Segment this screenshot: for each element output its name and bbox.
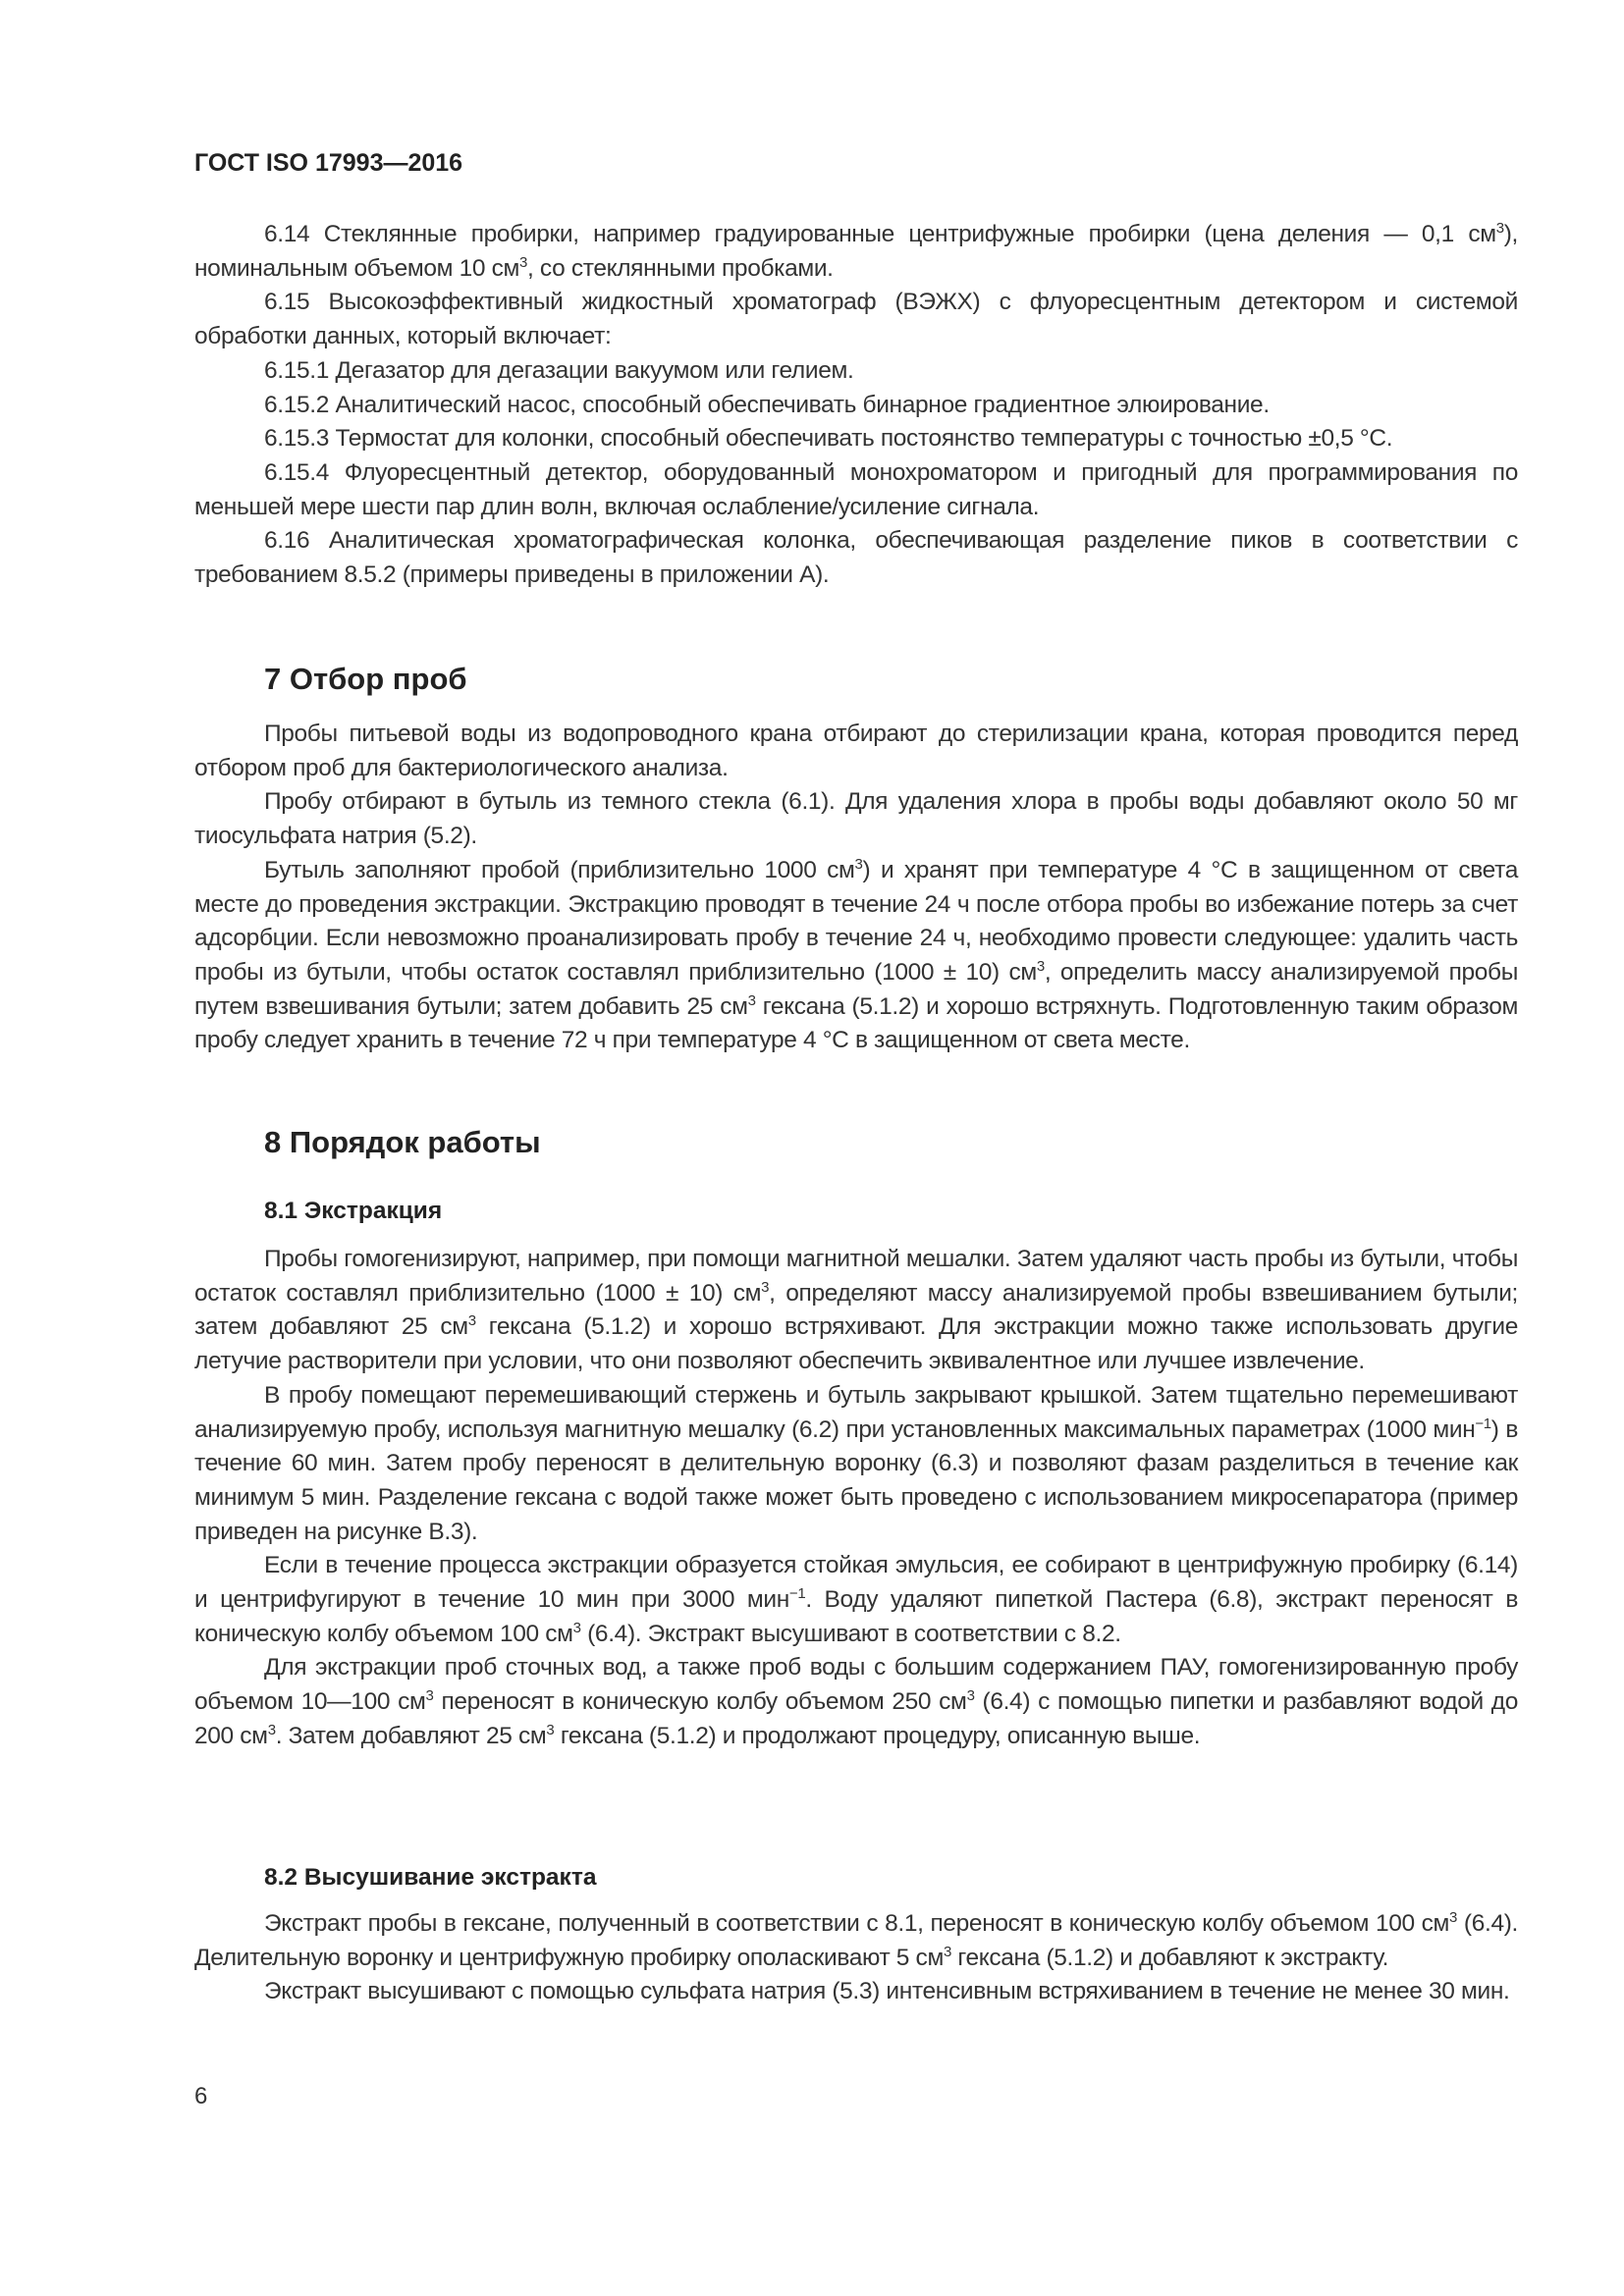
- superscript: 3: [519, 253, 527, 271]
- paragraph-text: Пробы питьевой воды из водопроводного крана отбирают до стерилизации крана, которая проводится перед отбором проб для бактериологического анализа.: [194, 721, 1518, 781]
- section-8-1-heading: 8.1 Экстракция: [264, 1198, 443, 1224]
- superscript: 3: [1495, 219, 1504, 237]
- paragraph-text: 6.15 Высокоэффективный жидкостный хроматограф (ВЭЖХ) с флуоресцентным детектором и системой обработки данных, который включает:: [194, 289, 1518, 350]
- superscript: 3: [747, 991, 756, 1009]
- paragraph-text: Для экстракции проб сточных вод, а также проб воды с большим содержанием ПАУ, гомогенизированную пробу объемом 10—100 см: [194, 1654, 1518, 1716]
- paragraph-text: гексана (5.1.2) и хорошо встряхнуть. Подготовленную таким образом пробу следует хранить в течение 72 ч при температуре 4 °С в защищенном от света месте.: [194, 992, 1518, 1054]
- paragraph-text: гексана (5.1.2) и добавляют к экстракту.: [950, 1944, 1389, 1971]
- paragraph-text: . Воду удаляют пипеткой Пастера (6.8), экстракт переносят в коническую колбу объемом 100 см: [194, 1586, 1518, 1647]
- paragraph-text: 6.15.1 Дегазатор для дегазации вакуумом или гелием.: [264, 356, 854, 384]
- paragraph-text: (6.4). Экстракт высушивают в соответствии с 8.2.: [580, 1620, 1121, 1647]
- paragraph: [194, 1549, 1518, 1651]
- paragraph: [194, 854, 1518, 1058]
- paragraph-text: переносят в коническую колбу объемом 250 см: [433, 1688, 967, 1716]
- paragraph: [194, 718, 1518, 785]
- paragraph-text: Экстракт пробы в гексане, полученный в соответствии с 8.1, переносят в коническую колбу объемом 100 см: [264, 1910, 1450, 1937]
- section-7-heading: 7 Отбор проб: [264, 662, 467, 696]
- paragraph-text: Экстракт высушивают с помощью сульфата натрия (5.3) интенсивным встряхиванием в течение не менее 30 мин.: [264, 1978, 1510, 2005]
- superscript: 3: [761, 1278, 770, 1296]
- paragraph-text: Пробу отбирают в бутыль из темного стекла (6.1). Для удаления хлора в пробы воды добавляют около 50 мг тиосульфата натрия (5.2).: [194, 788, 1518, 850]
- paragraph-text: 6.15.2 Аналитический насос, способный обеспечивать бинарное градиентное элюирование.: [264, 391, 1270, 418]
- paragraph: [194, 354, 1518, 389]
- superscript: 3: [1036, 957, 1045, 975]
- superscript: 3: [943, 1943, 951, 1960]
- section-8-1-body: [194, 1243, 1518, 1754]
- superscript: 3: [467, 1312, 476, 1330]
- superscript: −1: [788, 1584, 806, 1602]
- superscript: 3: [1449, 1908, 1458, 1926]
- paragraph-text: 6.15.4 Флуоресцентный детектор, оборудованный монохроматором и пригодный для программирования по меньшей мере шести пар длин волн, включая ослабление/усиление сигнала.: [194, 458, 1518, 520]
- paragraph: [194, 1651, 1518, 1753]
- page-number: 6: [194, 2083, 208, 2109]
- paragraph: [194, 456, 1518, 524]
- paragraph: [194, 1243, 1518, 1379]
- paragraph-text: 6.14 Стеклянные пробирки, например градуированные центрифужные пробирки (цена деления — 0,1 см: [264, 221, 1496, 247]
- section-6-body: [194, 218, 1518, 593]
- paragraph-text: Бутыль заполняют пробой (приблизительно 1000 см: [264, 856, 855, 883]
- superscript: 3: [572, 1619, 581, 1636]
- paragraph-text: , со стеклянными пробками.: [527, 254, 834, 282]
- superscript: 3: [854, 855, 863, 873]
- superscript: −1: [1475, 1415, 1491, 1432]
- paragraph-text: ), номинальным объемом 10 см: [194, 221, 1518, 282]
- paragraph: [194, 1975, 1518, 2009]
- paragraph: [194, 218, 1518, 286]
- superscript: 3: [267, 1721, 276, 1738]
- superscript: 3: [425, 1686, 434, 1704]
- paragraph-text: Пробы гомогенизируют, например, при помощи магнитной мешалки. Затем удаляют часть пробы из бутыли, чтобы остаток составлял приблизительно (1000 ± 10) см: [194, 1246, 1518, 1307]
- paragraph-text: В пробу помещают перемешивающий стержень и бутыль закрывают крышкой. Затем тщательно перемешивают анализируемую пробу, используя магнитную мешалку (6.2) при установленных максимальных параметрах (1000 мин: [194, 1381, 1518, 1443]
- document-header: ГОСТ ISO 17993—2016: [194, 149, 463, 177]
- section-8-2-body: [194, 1907, 1518, 2009]
- paragraph-text: ) в течение 60 мин. Затем пробу переносят в делительную воронку (6.3) и позволяют фазам разделиться в течение как минимум 5 мин. Разделение гексана с водой также может быть проведено с использованием микросепаратора (пример приведен на рисунке В.3).: [194, 1415, 1519, 1545]
- paragraph: [194, 389, 1518, 423]
- paragraph-text: ) и хранят при температуре 4 °С в защищенном от света месте до проведения экстракции. Экстракцию проводят в течение 24 ч после отбора пробы во избежание потерь за счет адсорбции. Если невозможно проанализировать пробу в течение 24 ч, необходимо провести следующее: удалить часть пробы из бутыли, чтобы остаток составлял приблизительно (1000 ± 10) см: [194, 856, 1518, 986]
- paragraph-text: гексана (5.1.2) и хорошо встряхивают. Для экстракции можно также использовать другие летучие растворители при условии, что они позволяют обеспечить эквивалентное или лучшее извлечение.: [194, 1313, 1518, 1375]
- paragraph: [194, 1379, 1518, 1550]
- paragraph-text: Если в течение процесса экстракции образуется стойкая эмульсия, ее собирают в центрифужную пробирку (6.14) и центрифугируют в течение 10 мин при 3000 мин: [194, 1552, 1518, 1614]
- section-7-body: [194, 718, 1518, 1058]
- section-8-2-heading: 8.2 Высушивание экстракта: [264, 1864, 597, 1891]
- paragraph: [194, 1907, 1518, 1975]
- paragraph: [194, 286, 1518, 353]
- paragraph-text: 6.16 Аналитическая хроматографическая колонка, обеспечивающая разделение пиков в соответствии с требованием 8.5.2 (примеры приведены в приложении А).: [194, 527, 1518, 589]
- paragraph: [194, 422, 1518, 456]
- paragraph: [194, 785, 1518, 853]
- paragraph-text: 6.15.3 Термостат для колонки, способный обеспечивать постоянство температуры с точностью ±0,5 °С.: [264, 425, 1393, 453]
- paragraph: [194, 524, 1518, 592]
- superscript: 3: [966, 1686, 975, 1704]
- section-8-heading: 8 Порядок работы: [264, 1125, 541, 1159]
- paragraph-text: , определяют массу анализируемой пробы взвешиванием бутыли; затем добавляют 25 см: [194, 1279, 1518, 1341]
- paragraph-text: , определить массу анализируемой пробы путем взвешивания бутыли; затем добавить 25 см: [194, 958, 1518, 1020]
- paragraph-text: . Затем добавляют 25 см: [275, 1722, 547, 1749]
- paragraph-text: (6.4). Делительную воронку и центрифужную пробирку ополаскивают 5 см: [194, 1910, 1518, 1971]
- paragraph-text: (6.4) с помощью пипетки и разбавляют водой до 200 см: [194, 1688, 1518, 1749]
- superscript: 3: [546, 1721, 555, 1738]
- paragraph-text: гексана (5.1.2) и продолжают процедуру, описанную выше.: [554, 1722, 1201, 1749]
